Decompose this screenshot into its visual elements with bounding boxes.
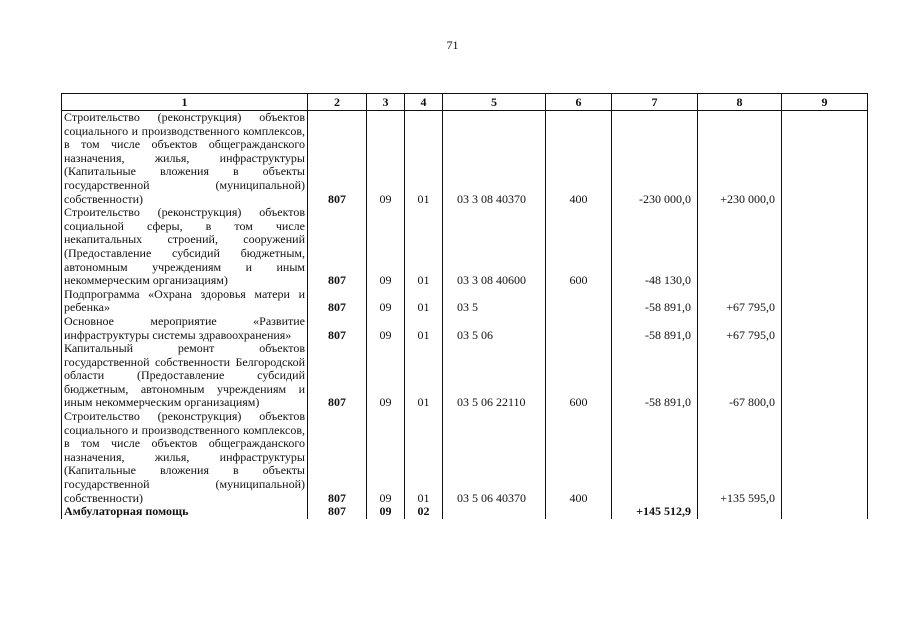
section-cell: 09 <box>367 111 405 207</box>
table-row <box>62 111 868 207</box>
target-article-cell: 03 3 08 40370 <box>443 111 546 207</box>
header-cell: 1 <box>62 94 308 111</box>
ministry-code-cell: 807 <box>308 342 367 410</box>
row-name-cell: Амбулаторная помощь <box>62 505 308 519</box>
amount-change-1-cell: -58 891,0 <box>612 342 698 410</box>
subsection-cell: 01 <box>405 342 443 410</box>
header-cell: 6 <box>546 94 612 111</box>
table-row <box>62 315 868 342</box>
ministry-code-cell: 807 <box>308 288 367 315</box>
row-name-cell: Капитальный ремонт объектов государственной собственности Белгородской области (Предоставление субсидий бюджетным, автономным учреждениям и иным некоммерческим организациям) <box>62 342 308 410</box>
expense-type-cell: 400 <box>546 111 612 207</box>
expense-type-cell: 600 <box>546 206 612 288</box>
ministry-code-cell: 807 <box>308 111 367 207</box>
amount-change-3-cell <box>782 342 868 410</box>
expense-type-cell <box>546 315 612 342</box>
header-cell: 4 <box>405 94 443 111</box>
table-row <box>62 505 868 519</box>
expense-type-cell <box>546 505 612 519</box>
target-article-cell <box>443 505 546 519</box>
ministry-code-cell: 807 <box>308 206 367 288</box>
expense-type-cell: 400 <box>546 410 612 505</box>
subsection-cell: 01 <box>405 111 443 207</box>
row-name-cell: Строительство (реконструкция) объектов социального и производственного комплексов, в том числе объектов общегражданского назначения, жилья, инфраструктуры (Капитальные вложения в объекты государственной (муниципальной) собственности) <box>62 111 308 207</box>
subsection-cell: 01 <box>405 206 443 288</box>
header-cell: 3 <box>367 94 405 111</box>
amount-change-3-cell <box>782 206 868 288</box>
target-article-cell: 03 3 08 40600 <box>443 206 546 288</box>
section-cell: 09 <box>367 505 405 519</box>
subsection-cell: 01 <box>405 315 443 342</box>
header-row <box>62 94 868 111</box>
section-cell: 09 <box>367 206 405 288</box>
amount-change-2-cell: +67 795,0 <box>698 288 782 315</box>
amount-change-2-cell: +67 795,0 <box>698 315 782 342</box>
expense-type-cell: 600 <box>546 342 612 410</box>
amount-change-1-cell <box>612 410 698 505</box>
amount-change-1-cell: -48 130,0 <box>612 206 698 288</box>
header-cell: 2 <box>308 94 367 111</box>
amount-change-3-cell <box>782 111 868 207</box>
row-name-cell: Основное мероприятие «Развитие инфраструктуры системы здравоохранения» <box>62 315 308 342</box>
amount-change-3-cell <box>782 315 868 342</box>
amount-change-3-cell <box>782 288 868 315</box>
header-cell: 7 <box>612 94 698 111</box>
header-cell: 9 <box>782 94 868 111</box>
table-row <box>62 288 868 315</box>
row-name-cell: Строительство (реконструкция) объектов социальной сферы, в том числе некапитальных строений, сооружений (Предоставление субсидий бюджетным, автономным учреждениям и иным некоммерческим организациям) <box>62 206 308 288</box>
ministry-code-cell: 807 <box>308 315 367 342</box>
subsection-cell: 02 <box>405 505 443 519</box>
target-article-cell: 03 5 <box>443 288 546 315</box>
amount-change-1-cell: +145 512,9 <box>612 505 698 519</box>
amount-change-3-cell <box>782 505 868 519</box>
section-cell: 09 <box>367 315 405 342</box>
amount-change-1-cell: -230 000,0 <box>612 111 698 207</box>
table-row <box>62 410 868 505</box>
target-article-cell: 03 5 06 <box>443 315 546 342</box>
amount-change-2-cell: +135 595,0 <box>698 410 782 505</box>
section-cell: 09 <box>367 410 405 505</box>
amount-change-2-cell <box>698 505 782 519</box>
table-row <box>62 342 868 410</box>
amount-change-2-cell: +230 000,0 <box>698 111 782 207</box>
target-article-cell: 03 5 06 40370 <box>443 410 546 505</box>
row-name-cell: Строительство (реконструкция) объектов социального и производственного комплексов, в том числе объектов общегражданского назначения, жилья, инфраструктуры (Капитальные вложения в объекты государственной (муниципальной) собственности) <box>62 410 308 505</box>
table-row <box>62 206 868 288</box>
budget-table <box>61 93 868 519</box>
header-cell: 5 <box>443 94 546 111</box>
subsection-cell: 01 <box>405 410 443 505</box>
page-number: 71 <box>446 38 459 52</box>
row-name-cell: Подпрограмма «Охрана здоровья матери и ребенка» <box>62 288 308 315</box>
target-article-cell: 03 5 06 22110 <box>443 342 546 410</box>
subsection-cell: 01 <box>405 288 443 315</box>
ministry-code-cell: 807 <box>308 410 367 505</box>
amount-change-1-cell: -58 891,0 <box>612 315 698 342</box>
amount-change-2-cell: -67 800,0 <box>698 342 782 410</box>
ministry-code-cell: 807 <box>308 505 367 519</box>
section-cell: 09 <box>367 288 405 315</box>
amount-change-3-cell <box>782 410 868 505</box>
section-cell: 09 <box>367 342 405 410</box>
expense-type-cell <box>546 288 612 315</box>
header-cell: 8 <box>698 94 782 111</box>
amount-change-1-cell: -58 891,0 <box>612 288 698 315</box>
amount-change-2-cell <box>698 206 782 288</box>
